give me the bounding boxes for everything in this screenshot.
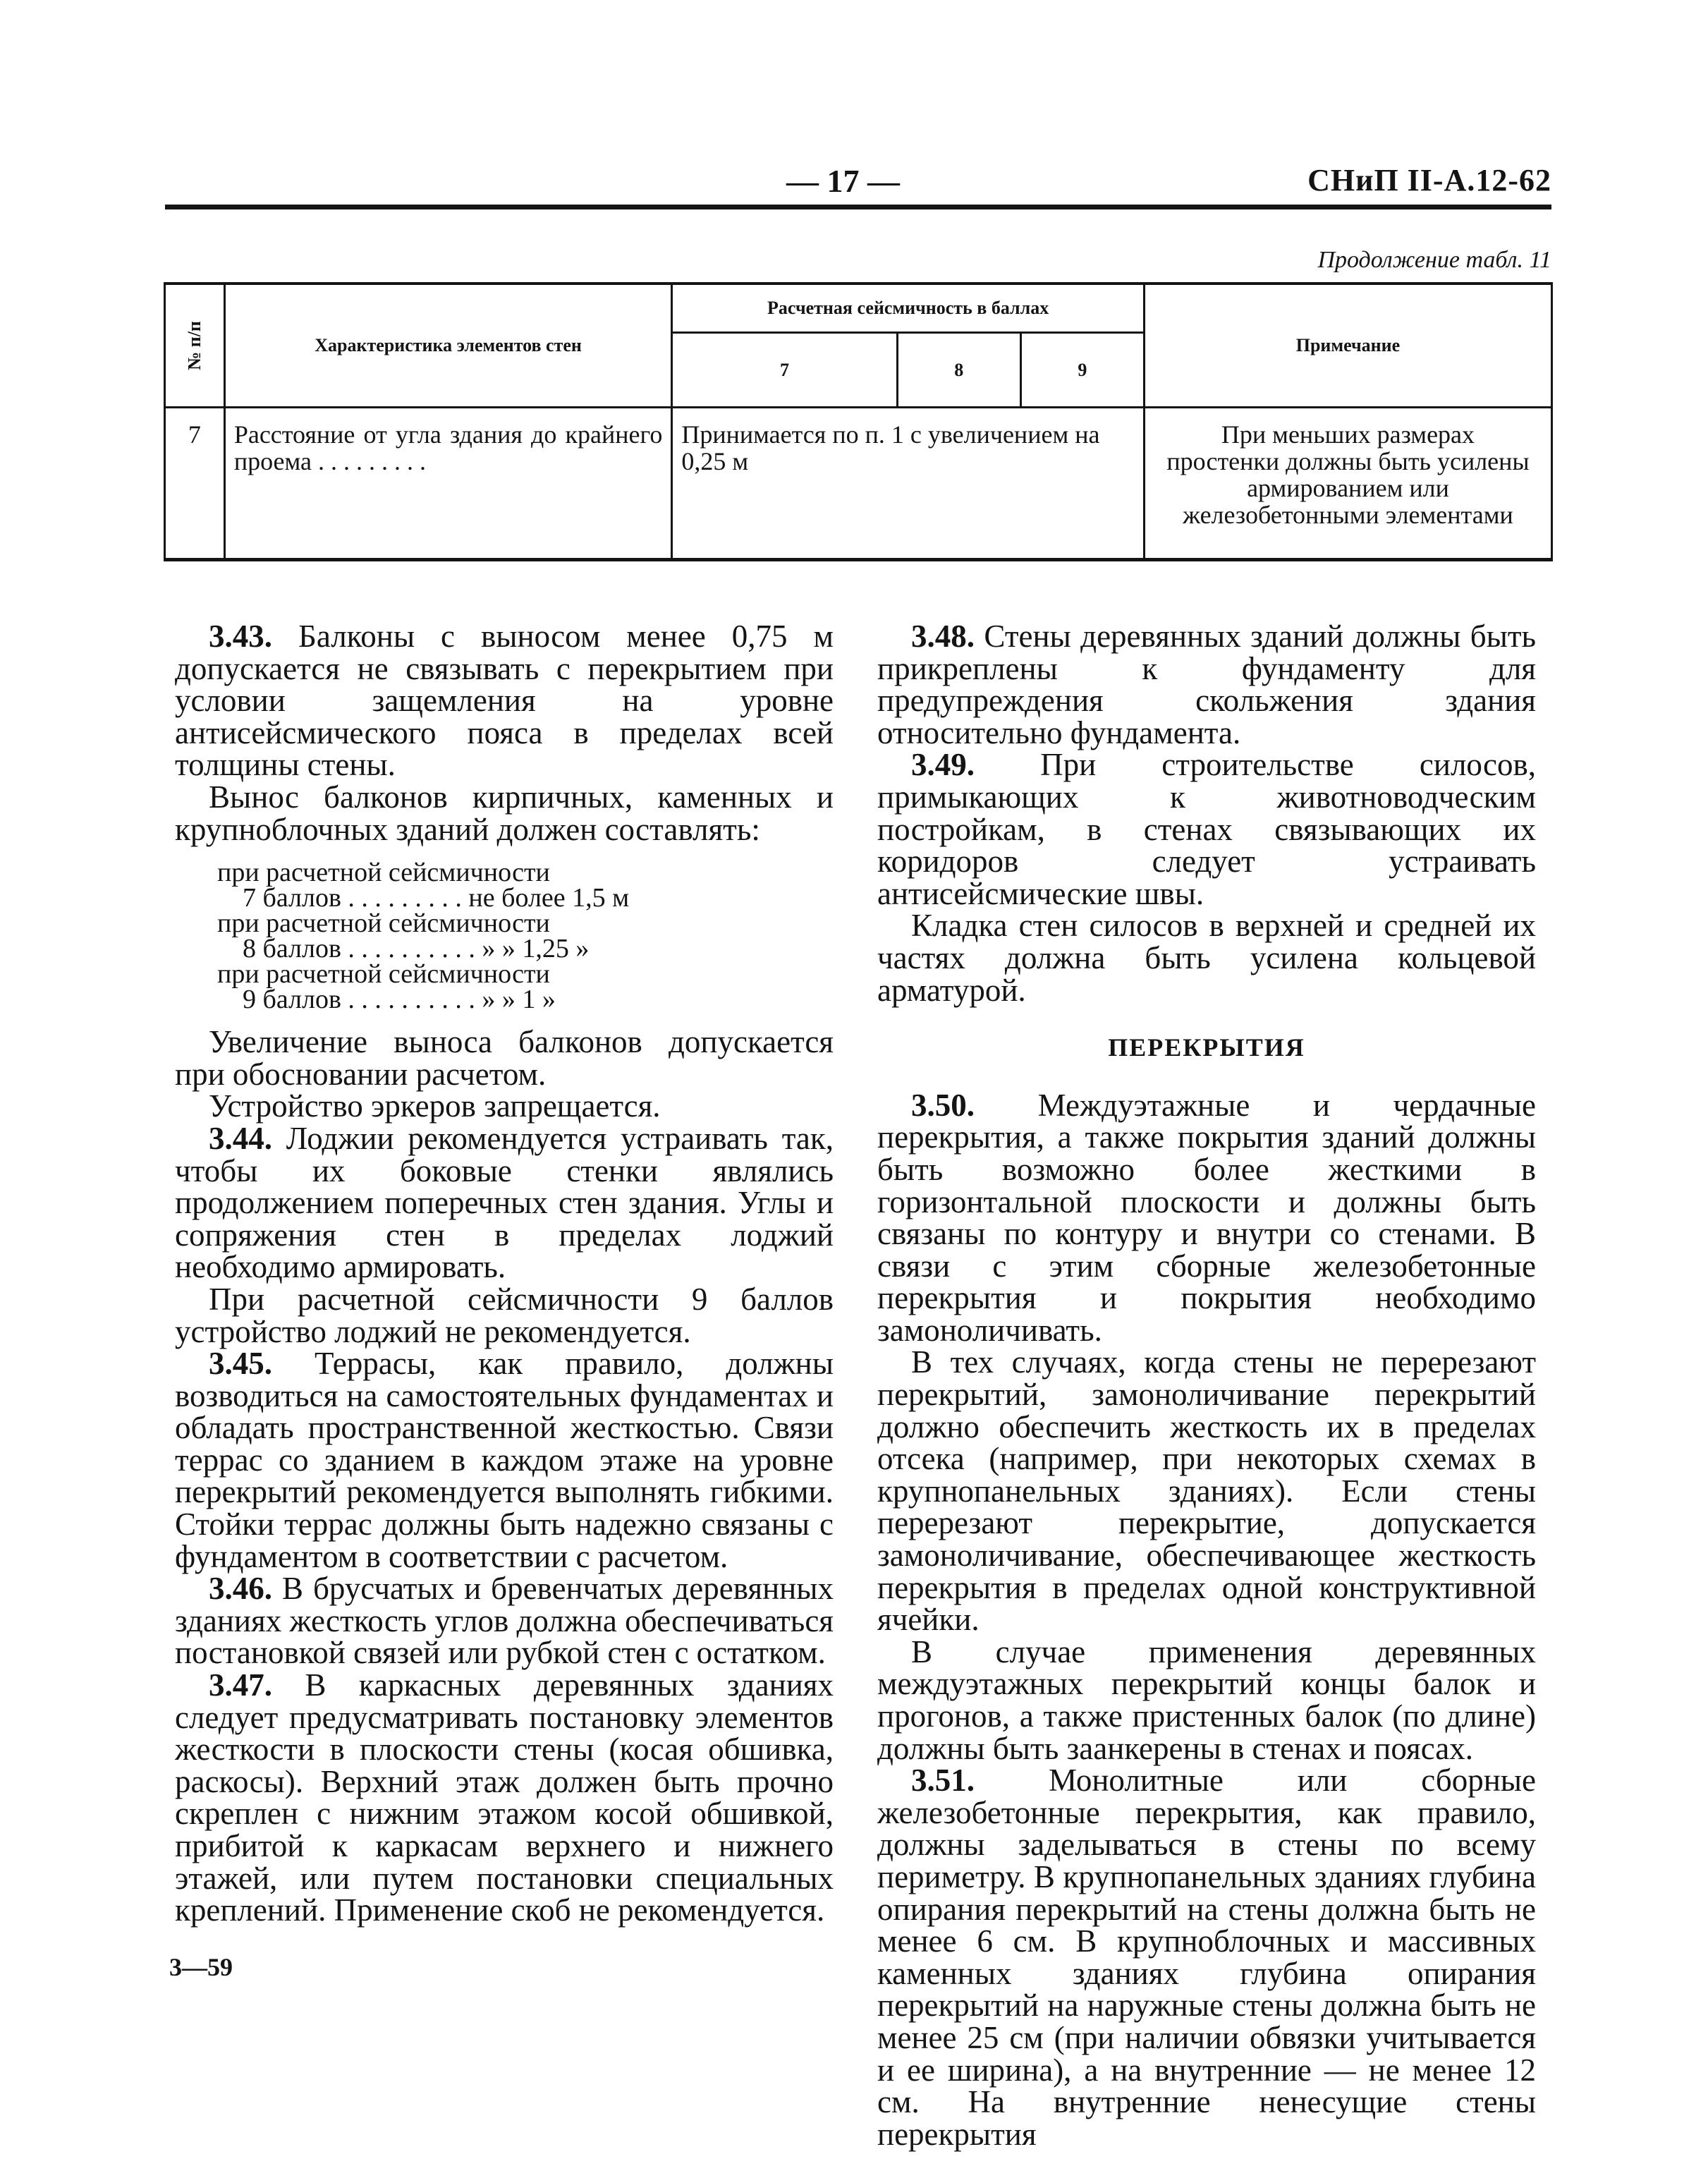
col-header-characteristic: Характеристика элементов стен: [224, 284, 672, 408]
row-characteristic: Расстояние от угла здания до крайнего проема . . . . . . . . .: [224, 408, 672, 560]
col-header-8: 8: [897, 333, 1020, 408]
row-note: При меньших размерах простенки должны быть усилены армированием или железобетонными элементами: [1144, 408, 1551, 560]
paragraph-3-49: 3.49. При строительстве силосов, примыкающих к животноводческим постройкам, в стенах связывающих их коридоров следует устраивать антисейсмические швы.: [877, 747, 1536, 911]
paragraph-3-45: 3.45. Террасы, как правило, должны возводиться на самостоятельных фундаментах и обладать пространственной жесткостью. Связи террас со зданием в каждом этаже на уровне перекрытий рекомендуется выполнять гибкими. Стойки террас должны быть надежно связаны с фундаментом в соответствии с расчетом.: [175, 1346, 834, 1574]
paragraph-3-50-c: В случае применения деревянных междуэтажных перекрытий концы балок и прогонов, а также пристенных балок (по длине) должны быть заанкерены в стенах и поясах.: [877, 1633, 1536, 1766]
paragraph-3-49-b: Кладка стен силосов в верхней и средней их частях должна быть усилена кольцевой арматурой.: [877, 908, 1536, 1008]
paragraph-3-43-c: Увеличение выноса балконов допускается при обосновании расчетом.: [175, 1024, 834, 1092]
list-item: при расчетной сейсмичности 8 баллов . . . . . . . . . . » » 1,25 »: [217, 908, 590, 964]
paragraph-3-43: 3.43. Балконы с выносом менее 0,75 м допускается не связывать с перекрытием при условии защемления на уровне антисейсмического пояса в пределах всей толщины стены.: [175, 619, 834, 783]
wall-elements-table: [164, 282, 1553, 561]
document-code: СНиП II-А.12-62: [1307, 163, 1551, 197]
paragraph-3-51: 3.51. Монолитные или сборные железобетонные перекрытия, как правило, должны заделываться в стены по всему периметру. В крупнопанельных зданиях глубина опирания перекрытий на стены должна быть не менее 6 см. В крупноблочных и массивных каменных зданиях глубина опирания перекрытий на наружные стены должна быть не менее 25 см (при наличии обвязки учитывается и ее ширина), а на внутренние — не менее 12 см. На внутренние ненесущие стены перекрытия: [877, 1763, 1537, 2152]
row-value: Принимается по п. 1 с увеличением на 0,25 м: [672, 408, 1145, 560]
list-item: при расчетной сейсмичности 9 баллов . . . . . . . . . . » » 1 »: [217, 959, 556, 1015]
paragraph-3-44: 3.44. Лоджии рекомендуется устраивать так, чтобы их боковые стенки являлись продолжением поперечных стен здания. Углы и сопряжения стен в пределах лоджий необходимо армировать.: [175, 1120, 834, 1285]
paragraph-3-43-d: Устройство эркеров запрещается.: [209, 1088, 661, 1124]
right-column: [877, 621, 1536, 2150]
signature-mark: 3—59: [169, 1953, 233, 1981]
table-continuation-caption: Продолжение табл. 11: [1317, 247, 1551, 273]
left-column: [175, 621, 834, 1927]
page-number: — 17 —: [786, 163, 900, 199]
paragraph-3-43-b: Вынос балконов кирпичных, каменных и крупноблочных зданий должен составлять:: [175, 779, 834, 847]
section-title: ПЕРЕКРЫТИЯ: [1108, 1033, 1305, 1062]
paragraph-3-50-b: В тех случаях, когда стены не перерезают перекрытий, замоноличивание перекрытий должно обеспечить жесткость их в пределах отсека (например, при некоторых схемах в крупнопанельных зданиях). Если стены перерезают перекрытие, допускается замоноличивание, обеспечивающее жесткость перекрытия в пределах одной конструктивной ячейки.: [877, 1344, 1536, 1638]
paragraph-3-48: 3.48. Стены деревянных зданий должны быть прикреплены к фундаменту для предупреждения скольжения здания относительно фундамента.: [877, 619, 1537, 750]
row-num: 7: [165, 408, 225, 560]
col-header-note: Примечание: [1144, 284, 1551, 408]
balcony-list: [217, 858, 834, 1015]
col-header-num: № п/п: [165, 284, 225, 408]
col-header-9: 9: [1020, 333, 1144, 408]
paragraph-3-46: 3.46. В брусчатых и бревенчатых деревянных зданиях жесткость углов должна обеспечиваться постановкой связей или рубкой стен с остатком.: [175, 1571, 834, 1671]
col-header-seismicity: Расчетная сейсмичность в баллах: [672, 284, 1145, 333]
paragraph-3-50: 3.50. Междуэтажные и чердачные перекрытия, а также покрытия зданий должны быть возможно более жесткими в горизонтальной плоскости и должны быть связаны по контуру и внутри со стенами. В связи с этим сборные железобетонные перекрытия и покрытия необходимо замоноличивать.: [877, 1087, 1537, 1348]
header-rule: [165, 205, 1551, 209]
list-item: при расчетной сейсмичности 7 баллов . . . . . . . . . не более 1,5 м: [217, 858, 630, 913]
table-row: [165, 408, 1552, 560]
paragraph-3-44-b: При расчетной сейсмичности 9 баллов устройство лоджий не рекомендуется.: [175, 1281, 834, 1349]
col-header-7: 7: [672, 333, 897, 408]
paragraph-3-47: 3.47. В каркасных деревянных зданиях следует предусматривать постановку элементов жесткости в плоскости стены (косая обшивка, раскосы). Верхний этаж должен быть прочно скреплен с нижним этажом косой обшивкой, прибитой к каркасам верхнего и нижнего этажей, или путем постановки специальных креплений. Применение скоб не рекомендуется.: [175, 1667, 834, 1928]
